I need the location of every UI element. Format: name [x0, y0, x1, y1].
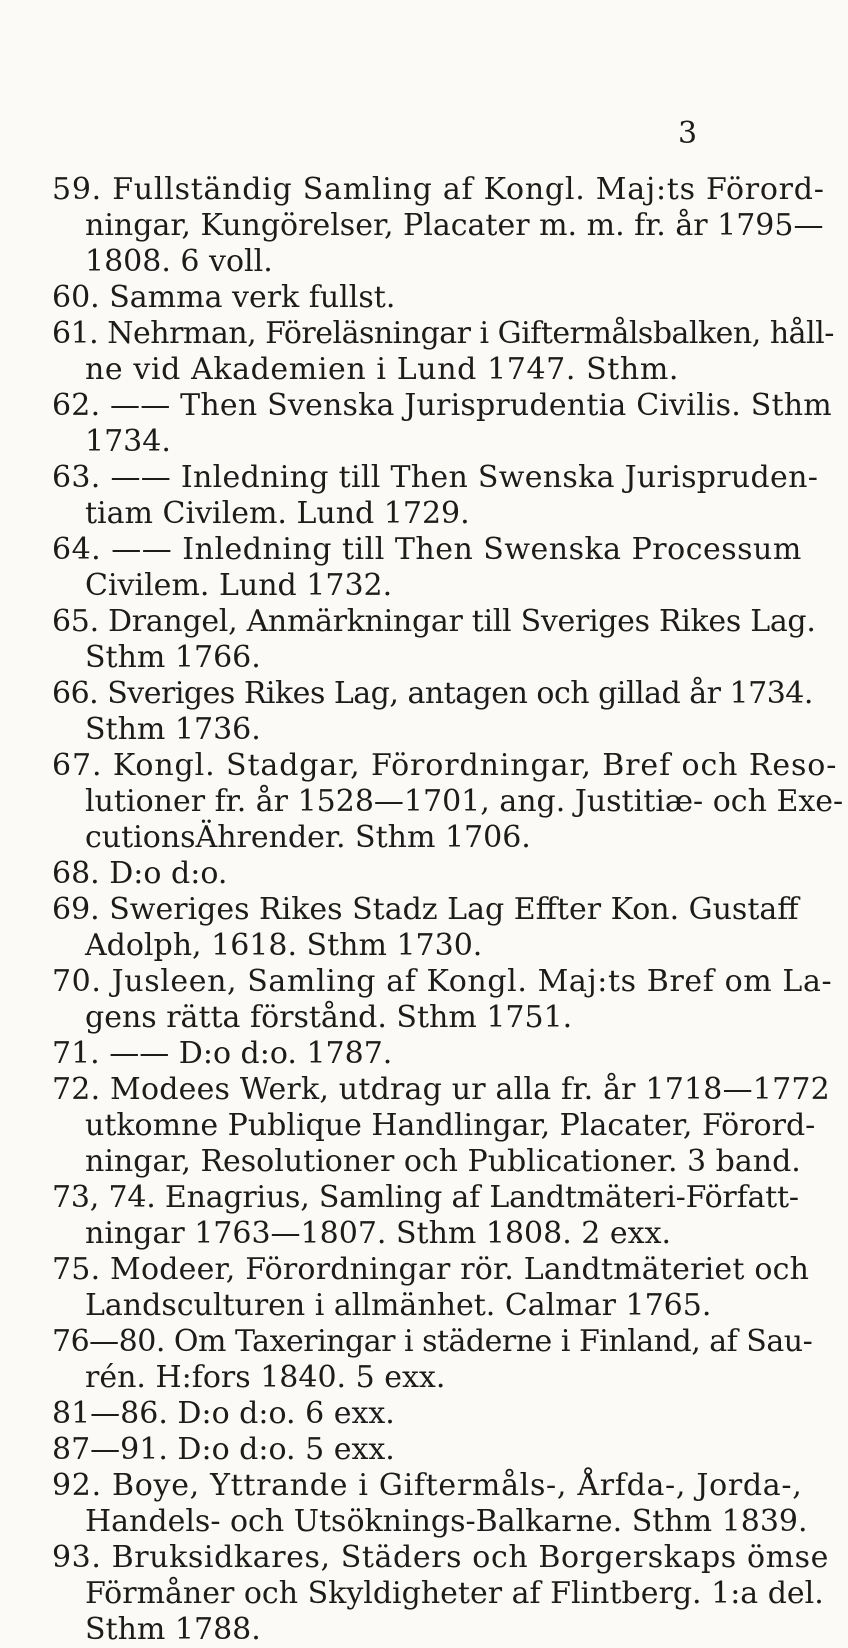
entry-line: 81—86. D:o d:o. 6 exx. [52, 1396, 395, 1431]
entry-continuation-line: utkomne Publique Handlingar, Placater, Förord- [85, 1108, 816, 1143]
entry-line: 76—80. Om Taxeringar i städerne i Finland, af Sau- [52, 1324, 813, 1359]
catalog-entries [52, 172, 844, 1648]
entry-continuation-line: lutioner fr. år 1528—1701, ang. Justitiæ- och Exe- [85, 784, 844, 819]
entry-line: 65. Drangel, Anmärkningar till Sveriges Rikes Lag. [52, 604, 816, 639]
entry-line: 73, 74. Enagrius, Samling af Landtmäteri-Författ- [52, 1180, 799, 1215]
entry-continuation-line: rén. H:fors 1840. 5 exx. [85, 1360, 446, 1395]
entry-line: 75. Modeer, Förordningar rör. Landtmäteriet och [52, 1252, 810, 1287]
entry-continuation-line: Sthm 1788. [85, 1612, 261, 1647]
entry-continuation-line: tiam Civilem. Lund 1729. [85, 496, 470, 531]
entry-continuation-line: Adolph, 1618. Sthm 1730. [85, 928, 483, 963]
entry-continuation-line: Handels- och Utsöknings-Balkarne. Sthm 1839. [85, 1504, 808, 1539]
entry-line: 67. Kongl. Stadgar, Förordningar, Bref och Reso- [52, 748, 838, 783]
entry-line: 69. Sweriges Rikes Stadz Lag Effter Kon. Gustaff [52, 892, 799, 927]
entry-continuation-line: Sthm 1736. [85, 712, 261, 747]
entry-line: 59. Fullständig Samling af Kongl. Maj:ts Förord- [52, 172, 825, 207]
entry-line: 70. Jusleen, Samling af Kongl. Maj:ts Bref om La- [52, 964, 833, 999]
entry-line: 66. Sveriges Rikes Lag, antagen och gillad år 1734. [52, 676, 813, 711]
entry-continuation-line: ningar 1763—1807. Sthm 1808. 2 exx. [85, 1216, 672, 1251]
entry-continuation-line: ningar, Kungörelser, Placater m. m. fr. år 1795— [85, 208, 824, 243]
entry-continuation-line: Sthm 1766. [85, 640, 261, 675]
entry-line: 92. Boye, Yttrande i Giftermåls-, Årfda-, Jorda-, [52, 1468, 803, 1503]
entry-continuation-line: 1734. [85, 424, 171, 459]
entry-line: 87—91. D:o d:o. 5 exx. [52, 1432, 395, 1467]
entry-line: 71. —— D:o d:o. 1787. [52, 1036, 393, 1071]
entry-continuation-line: ne vid Akademien i Lund 1747. Sthm. [85, 352, 680, 387]
entry-line: 61. Nehrman, Föreläsningar i Giftermålsbalken, håll- [52, 316, 834, 351]
entry-continuation-line: gens rätta förstånd. Sthm 1751. [85, 1000, 573, 1035]
entry-line: 64. —— Inledning till Then Swenska Processum [52, 532, 802, 567]
page-number: 3 [678, 116, 698, 151]
entry-continuation-line: cutionsÄhrender. Sthm 1706. [85, 820, 531, 855]
entry-continuation-line: 1808. 6 voll. [85, 244, 273, 279]
entry-line: 62. —— Then Svenska Jurisprudentia Civilis. Sthm [52, 388, 832, 423]
entry-line: 93. Bruksidkares, Städers och Borgerskaps ömse [52, 1540, 829, 1575]
entry-line: 72. Modees Werk, utdrag ur alla fr. år 1718—1772 [52, 1072, 830, 1107]
entry-continuation-line: Landsculturen i allmänhet. Calmar 1765. [85, 1288, 712, 1323]
entry-line: 63. —— Inledning till Then Swenska Jurispruden- [52, 460, 819, 495]
entry-continuation-line: ningar, Resolutioner och Publicationer. 3 band. [85, 1144, 801, 1179]
entry-continuation-line: Förmåner och Skyldigheter af Flintberg. 1:a del. [85, 1576, 824, 1611]
entry-continuation-line: Civilem. Lund 1732. [85, 568, 393, 603]
entry-line: 68. D:o d:o. [52, 856, 228, 891]
entry-line: 60. Samma verk fullst. [52, 280, 396, 315]
